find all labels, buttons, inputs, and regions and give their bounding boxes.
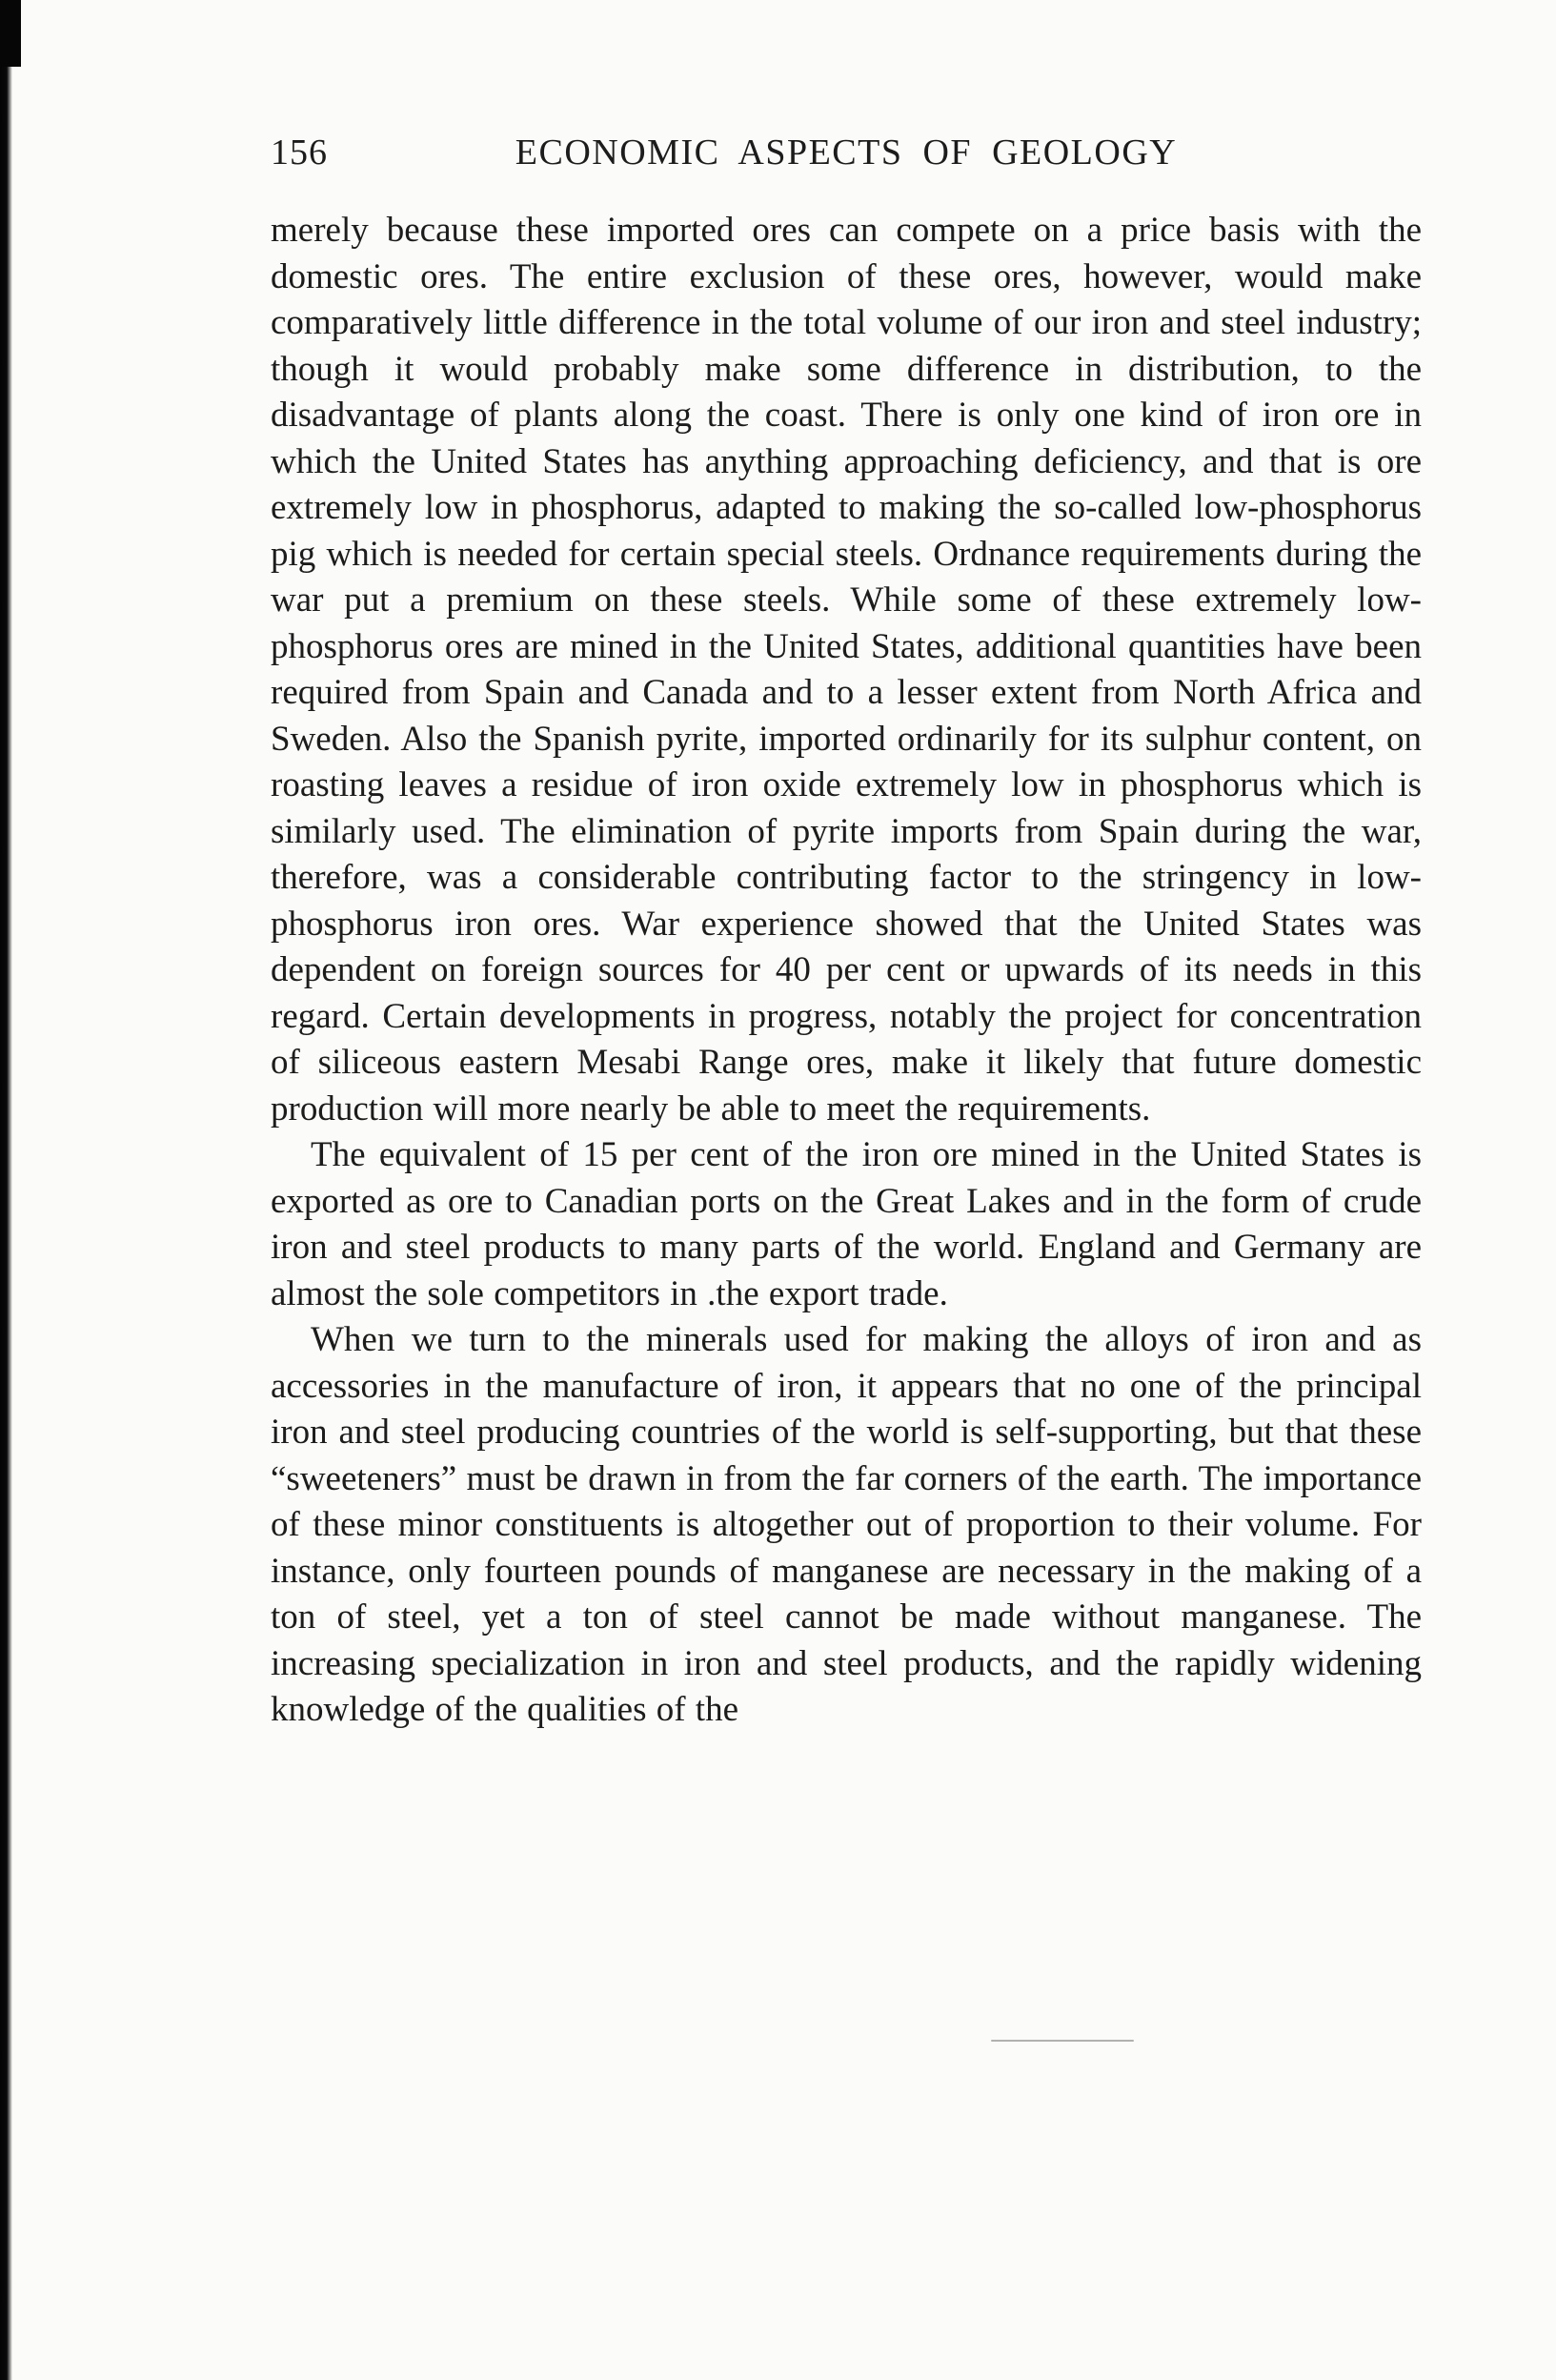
paragraph: The equivalent of 15 per cent of the iron ore mined in the United States is exported as ore to Canadian ports on the Great Lakes and in the form of crude iron and steel products to many parts of the world. England and Germany are almost the sole competitors in .the export trade. bbox=[271, 1135, 1422, 1313]
page-body bbox=[271, 208, 1422, 1734]
paragraph-continuation: merely because these imported ores can compete on a price basis with the domestic ores. The entire exclusion of these ores, however, would make comparatively little difference in the total volume of our iron and steel industry; though it would probably make some difference in distribution, to the disadvantage of plants along the coast. There is only one kind of iron ore in which the United States has anything approaching deficiency, and that is ore extremely low in phosphorus, adapted to making the so-called low-phosphorus pig which is needed for certain special steels. Ordnance requirements during the war put a premium on these steels. While some of these extremely low-phosphorus ores are mined in the United States, additional quantities have been required from Spain and Canada and to a lesser extent from North Africa and Sweden. Also the Spanish pyrite, imported ordinarily for its sulphur content, on roasting leaves a residue of iron oxide extremely low in phosphorus which is similarly used. The elimination of pyrite imports from Spain during the war, therefore, was a considerable contributing factor to the stringency in low-phosphorus iron ores. War experience showed that the United States was dependent on foreign sources for 40 per cent or upwards of its needs in this regard. Certain developments in progress, notably the project for concentration of siliceous eastern Mesabi Range ores, make it likely that future domestic production will more nearly be able to meet the requirements. bbox=[271, 211, 1422, 1129]
scan-corner-artifact bbox=[0, 0, 21, 67]
running-header-title: ECONOMIC ASPECTS OF GEOLOGY bbox=[515, 132, 1178, 173]
scan-smudge-artifact bbox=[991, 2040, 1134, 2042]
scan-edge-artifact bbox=[0, 0, 12, 2380]
paragraph: When we turn to the minerals used for making the alloys of iron and as accessories in the manufacture of iron, it appears that no one of the principal iron and steel producing countries of the world is self-supporting, but that these “sweeteners” must be drawn in from the far corners of the earth. The importance of these minor constituents is altogether out of proportion to their volume. For instance, only fourteen pounds of manganese are necessary in the making of a ton of steel, yet a ton of steel cannot be made without manganese. The increasing specialization in iron and steel products, and the rapidly widening knowledge of the qualities of the bbox=[271, 1320, 1422, 1729]
page-number: 156 bbox=[271, 132, 328, 173]
page-header bbox=[271, 132, 1422, 175]
